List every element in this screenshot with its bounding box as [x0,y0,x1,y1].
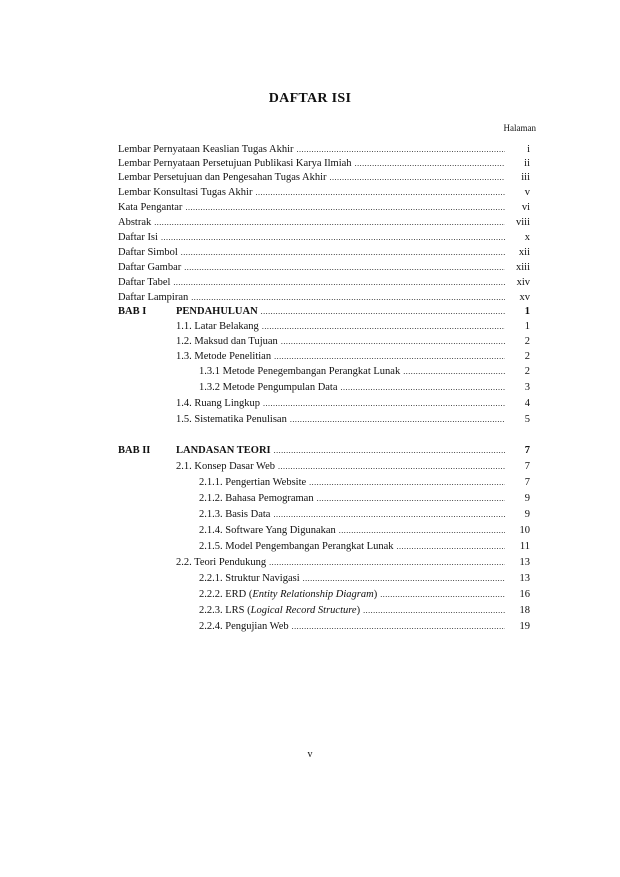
toc-entry-page: viii [515,217,530,228]
toc-entry-page: xiii [515,262,530,273]
toc-entry-label: 2.2. Teori Pendukung [176,557,267,568]
leader-dots [330,171,505,185]
chapter-code: BAB II [118,445,151,456]
toc-entry [176,320,530,334]
toc-entry-page: 2 [524,336,530,347]
page-number: v [307,749,313,760]
leader-dots [261,305,505,319]
chapter-page: 7 [524,445,530,456]
toc-entry [199,604,530,618]
toc-entry [199,572,530,586]
leader-dots [263,397,505,411]
chapter-entry [176,305,530,319]
toc-entry-label: Daftar Simbol [118,247,178,258]
toc-entry-page: ii [524,158,530,169]
toc-entry-label: Daftar Lampiran [118,292,189,303]
chapter-code: BAB I [118,306,147,317]
toc-entry-page: i [527,144,530,155]
leader-dots [262,320,505,334]
toc-entry-label: 2.1.2. Bahasa Pemograman [199,493,314,504]
toc-entry-page: vi [521,202,530,213]
leader-dots [184,261,505,275]
toc-entry [118,216,530,230]
toc-entry [176,556,530,570]
leader-dots [173,276,505,290]
toc-entry-label: Lembar Pernyataan Persetujuan Publikasi Karya Ilmiah [118,158,352,169]
leader-dots [273,508,505,522]
toc-entry-page: 16 [519,589,530,600]
toc-entry [176,397,530,411]
leader-dots [317,492,505,506]
leader-dots [397,540,506,554]
toc-entry-label: 1.3.2 Metode Pengumpulan Data [199,382,338,393]
leader-dots [363,604,505,618]
toc-entry-page: 9 [524,509,530,520]
toc-entry [176,460,530,474]
leader-dots [341,381,505,395]
toc-entry-label: 2.1.4. Software Yang Digunakan [199,525,336,536]
toc-entry-label: Kata Pengantar [118,202,183,213]
toc-entry [118,157,530,171]
toc-entry [199,540,530,554]
leader-dots [403,365,505,379]
toc-entry [118,276,530,290]
toc-entry-label: 1.3. Metode Penelitian [176,351,272,362]
toc-entry-page: 4 [524,398,530,409]
toc-entry [176,413,530,427]
toc-entry-page: 13 [519,573,530,584]
toc-entry-label: Daftar Isi [118,232,158,243]
label-suffix: ) [356,605,361,616]
toc-entry [199,365,530,379]
toc-entry-label: Daftar Tabel [118,277,171,288]
toc-entry-label: 1.2. Maksud dan Tujuan [176,336,278,347]
toc-entry-label: 1.1. Latar Belakang [176,321,259,332]
toc-entry [118,231,530,245]
chapter-entry [176,444,530,458]
leader-dots [297,143,505,157]
toc-entry-page: iii [521,172,530,183]
toc-entry [118,201,530,215]
toc-entry [118,291,530,305]
leader-dots [281,335,505,349]
toc-entry-label: 1.5. Sistematika Penulisan [176,414,287,425]
leader-dots [309,476,505,490]
toc-entry-page: xv [519,292,530,303]
toc-entry-page: 18 [519,605,530,616]
toc-entry [199,588,530,602]
toc-entry-page: 13 [519,557,530,568]
leader-dots [380,588,505,602]
toc-entry [199,492,530,506]
toc-entry-label: 2.2.4. Pengujian Web [199,621,289,632]
toc-entry-label: 1.4. Ruang Lingkup [176,398,260,409]
leader-dots [191,291,505,305]
toc-entry-page: 9 [524,493,530,504]
leader-dots [274,444,505,458]
label-suffix: ) [373,589,378,600]
toc-entry-page: 5 [524,414,530,425]
label-prefix: 2.2.2. ERD ( [199,589,253,600]
toc-entry-label: 2.1. Konsep Dasar Web [176,461,275,472]
toc-entry [118,171,530,185]
label-italic: Entity Relationship Diagram [252,589,374,600]
leader-dots [292,620,505,634]
toc-entry [176,335,530,349]
toc-entry-page: v [524,187,530,198]
chapter-title: LANDASAN TEORI [176,445,271,456]
toc-entry-label: 2.1.5. Model Pengembangan Perangkat Lunak [199,541,394,552]
toc-entry-page: xii [518,247,530,258]
toc-entry-page: 7 [524,461,530,472]
page-column-header: Halaman [503,123,536,133]
leader-dots [274,350,505,364]
toc-entry-label: Lembar Konsultasi Tugas Akhir [118,187,253,198]
leader-dots [278,460,505,474]
toc-entry [118,261,530,275]
toc-entry-page: 7 [524,477,530,488]
label-prefix: 2.2.3. LRS ( [199,605,251,616]
toc-entry-page: 3 [524,382,530,393]
toc-entry [118,186,530,200]
toc-entry-page: 19 [519,621,530,632]
toc-entry-page: 10 [519,525,530,536]
toc-entry [118,143,530,157]
toc-entry-label: Abstrak [118,217,152,228]
toc-entry-label: 2.2.1. Struktur Navigasi [199,573,300,584]
leader-dots [255,186,505,200]
chapter-title: PENDAHULUAN [176,306,258,317]
leader-dots [355,157,505,171]
toc-entry-page: 11 [519,541,530,552]
toc-entry [199,524,530,538]
toc-entry-label: 2.1.1. Pengertian Website [199,477,307,488]
leader-dots [181,246,505,260]
toc-entry [199,508,530,522]
toc-entry-page: 2 [524,351,530,362]
toc-entry-label: Lembar Persetujuan dan Pengesahan Tugas Akhir [118,172,327,183]
toc-entry-page: 1 [524,321,530,332]
toc-entry-page: xiv [516,277,530,288]
chapter-page: 1 [524,306,530,317]
leader-dots [154,216,505,230]
leader-dots [161,231,505,245]
toc-entry-label: Lembar Pernyataan Keaslian Tugas Akhir [118,144,294,155]
toc-entry [176,350,530,364]
page-title: DAFTAR ISI [268,91,352,106]
leader-dots [185,201,505,215]
leader-dots [303,572,505,586]
toc-entry-page: 2 [524,366,530,377]
toc-entry-label: Daftar Gambar [118,262,182,273]
toc-entry [199,476,530,490]
toc-entry-label: 2.1.3. Basis Data [199,509,271,520]
toc-entry-label [199,588,377,602]
leader-dots [290,413,505,427]
toc-entry-label [199,604,360,618]
toc-entry [118,246,530,260]
leader-dots [339,524,505,538]
toc-entry [199,381,530,395]
toc-entry [199,620,530,634]
label-italic: Logical Record Structure [250,605,357,616]
toc-entry-page: x [524,232,530,243]
toc-entry-label: 1.3.1 Metode Penegembangan Perangkat Lunak [199,366,401,377]
leader-dots [269,556,505,570]
